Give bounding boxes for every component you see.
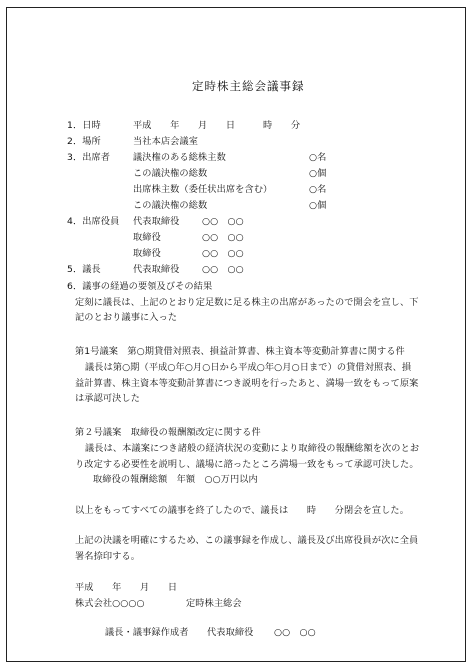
body-text-line: 議長は、本議案につき諸般の経済状況の変動により取締役の報酬総額を次のとお [85, 443, 420, 454]
attendee-row-label: この議決権の総数 [133, 168, 208, 179]
attendees-label: 3．出席者 [67, 152, 111, 163]
attendee-row-label: 議決権のある総株主数 [133, 152, 226, 163]
body-text-line: 上記の決議を明確にするため、この議事録を作成し、議長及び出席役員が次に全員 [75, 535, 419, 546]
chair-name: ○○ ○○ [202, 264, 244, 275]
closing-line: 以上をもってすべての議事を終了したので、議長は 時 分閉会を宣した。 [75, 505, 409, 516]
attendee-row-label: この議決権の総数 [133, 200, 208, 211]
attendee-row-value: ○名 [309, 184, 327, 195]
attendee-row-label: 出席株主数（委任状出席を含む） [133, 184, 273, 195]
officer-name: ○○ ○○ [202, 216, 244, 227]
officer-role: 代表取締役 [133, 216, 180, 227]
body-text-line: 議長は第○期（平成○年○月○日から平成○年○月○日まで）の貸借対照表、損 [85, 362, 412, 373]
place-label: 2．場所 [67, 136, 101, 147]
agenda-2-title: 第２号議案 取締役の報酬額改定に関する件 [75, 427, 261, 438]
body-text-line: 記のとおり議事に入った [75, 312, 178, 323]
officer-role: 取締役 [133, 248, 161, 259]
signer-role: 代表取締役 [207, 627, 254, 638]
attendee-row-value: ○名 [309, 152, 327, 163]
proceedings-label: 6．議事の経過の要領及びその結果 [67, 281, 213, 292]
document-page [6, 7, 466, 662]
chair-role: 代表取締役 [133, 264, 180, 275]
date-label: 1．日時 [67, 120, 101, 131]
document-title: 定時株主総会議事録 [192, 79, 305, 93]
agenda-1-title: 第1号議案 第○期貸借対照表、損益計算書、株主資本等変動計算書に関する件 [75, 346, 405, 357]
meeting-name: 定時株主総会 [186, 598, 242, 609]
body-text-line: 定刻に議長は、上記のとおり定足数に足る株主の出席があったので開会を宣し、下 [75, 297, 419, 308]
body-text-line: 益計算書、株主資本等変動計算書につき説明を行ったあと、満場一致をもって原案 [75, 378, 419, 389]
attendee-row-value: ○個 [309, 168, 327, 179]
officers-label: 4．出席役員 [67, 216, 120, 227]
body-text-line: は承認可決した [75, 393, 141, 404]
signer-name: ○○ ○○ [274, 627, 316, 638]
date-value: 平成 年 月 日 時 分 [133, 120, 301, 131]
signer-title: 議長・議事録作成者 [105, 627, 189, 638]
body-text-line: 署名捺印する。 [75, 551, 141, 562]
chair-label: 5．議長 [67, 264, 101, 275]
attendee-row-value: ○個 [309, 200, 327, 211]
place-value: 当社本店会議室 [133, 136, 199, 147]
footer-date: 平成 年 月 日 [75, 582, 178, 593]
officer-name: ○○ ○○ [202, 232, 244, 243]
officer-name: ○○ ○○ [202, 248, 244, 259]
company-name: 株式会社○○○○ [75, 598, 145, 609]
body-text-line: り改定する必要性を説明し、議場に諮ったところ満場一致をもって承認可決した。 [75, 459, 419, 470]
compensation-line: 取締役の報酬総額 年額 ○○万円以内 [93, 474, 258, 485]
officer-role: 取締役 [133, 232, 161, 243]
